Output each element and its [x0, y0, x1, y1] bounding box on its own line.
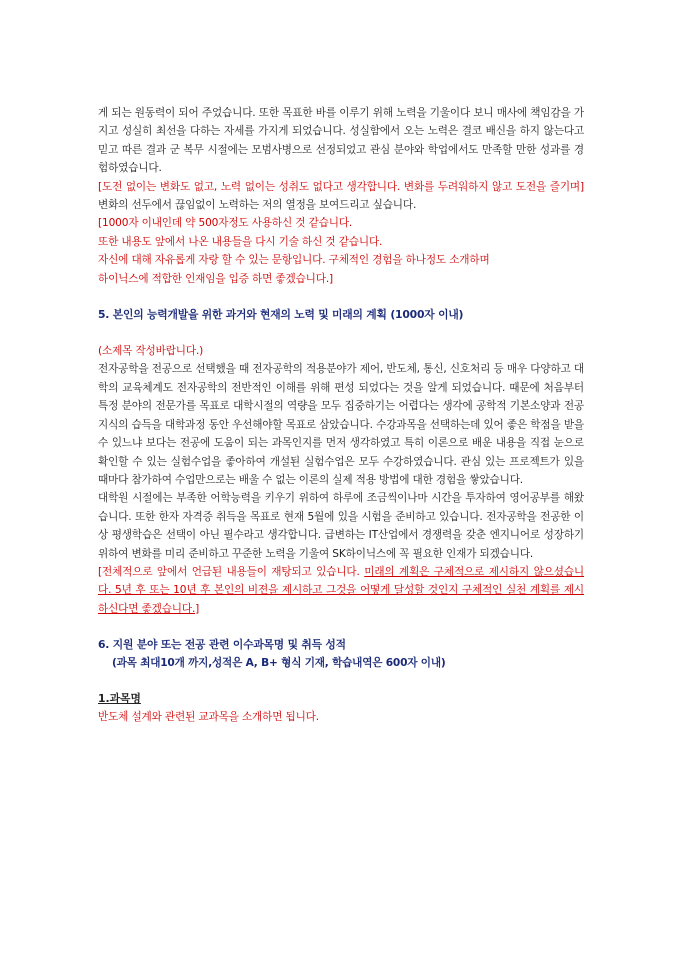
spacer [98, 618, 584, 636]
section4-feedback-line-1: [1000자 이내인데 약 500자정도 사용하신 것 같습니다. [98, 217, 353, 230]
section5-subtitle-note: (소제목 작성바랍니다.) [98, 345, 204, 358]
spacer [98, 324, 584, 342]
document-page [98, 104, 584, 727]
section4-closing-paragraph [98, 178, 584, 215]
section4-feedback-line-2: 또한 내용도 앞에서 나온 내용들을 다시 기술 하신 것 같습니다. [98, 235, 383, 248]
spacer [98, 288, 584, 306]
section5-feedback [98, 563, 584, 618]
section5-paragraph-2: 대학원 시절에는 부족한 어학능력을 키우기 위하여 하루에 조금씩이나마 시간을 투자하여 영어공부를 해왔습니다. 또한 한자 자격증 취득을 목표로 현재 5월에 있을 시험을 준비하고 있습니다. 전자공학을 전공한 이상 평생학습은 선택이 아닌 필수라고 생각합니다. 급변하는 IT산업에서 경쟁력을 갖춘 엔지니어로 성장하기 위하여 변화를 미리 준비하고 꾸준한 노력을 기울여 SK하이닉스에 꼭 필요한 인재가 되겠습니다. [98, 492, 584, 560]
course-note: 반도체 설계와 관련된 교과목을 소개하면 됩니다. [98, 711, 319, 724]
section5-paragraph-1: 전자공학을 전공으로 선택했을 때 전자공학의 적용분야가 제어, 반도체, 통신, 신호처리 등 매우 다양하고 대학의 교육체계도 전자공학의 전반적인 이해를 위해 편성 되었다는 것을 알게 되었습니다. 때문에 처음부터 특정 분야의 전문가를 목표로 대학시절의 역량을 모두 집중하기는 어렵다는 생각에 공학적 기본소양과 전공지식의 습득을 대학과정 동안 우선해야할 목표로 삼았습니다. 수강과목을 선택하는데 있어 좋은 학점을 받을 수 있느냐 보다는 전공에 도움이 되는 과목인지를 먼저 생각하였고 특히 이론으로 배운 내용을 직접 눈으로 확인할 수 있는 실험수업을 좋아하여 개설된 실험수업은 모두 수강하였습니다. 관심 있는 프로젝트가 있을 때마다 참가하여 수업만으로는 배울 수 없는 이론의 실제 적용 방법에 대한 경험을 쌓았습니다. [98, 363, 584, 486]
section5-heading: 5. 본인의 능력개발을 위한 과거와 현재의 노력 및 미래의 계획 (1000자 이내) [98, 308, 464, 322]
section4-feedback-line-3: 자신에 대해 자유롭게 자랑 할 수 있는 문항입니다. 구체적인 경험을 하나정도 소개하며 [98, 254, 490, 267]
section4-feedback-line-4: 하이닉스에 적합한 인재임을 입증 하면 좋겠습니다.] [98, 272, 334, 285]
section4-closing-red: [도전 없이는 변화도 없고, 노력 없이는 성취도 없다고 생각합니다. 변화를 두려워하지 않고 도전을 즐기며] [98, 180, 584, 193]
course-title: 1.과목명 [98, 692, 141, 706]
section4-paragraph: 게 되는 원동력이 되어 주었습니다. 또한 목표한 바를 이루기 위해 노력을 기울이다 보니 매사에 책임감을 가지고 성실히 최선을 다하는 자세를 가지게 되었습니다. 성실함에서 오는 노력은 결코 배신을 하지 않는다고 믿고 따른 결과 군 복무 시절에는 모범사병으로 선정되었고 관심 분야와 학업에서도 만족할 만한 성과를 경험하였습니다. [98, 107, 584, 175]
section5-feedback-plain: [전체적으로 앞에서 언급된 내용들이 재탕되고 있습니다. [98, 565, 365, 578]
section6-subheading: (과목 최대10개 까지,성적은 A, B+ 형식 기재, 학습내역은 600자 이내) [112, 657, 446, 670]
section6-heading: 6. 지원 분야 또는 전공 관련 이수과목명 및 취득 성적 [98, 638, 346, 652]
section4-closing-black: 변화의 선두에서 끊임없이 노력하는 저의 열정을 보여드리고 싶습니다. [98, 199, 417, 212]
spacer [98, 672, 584, 690]
section5-feedback-underlined: 미래의 계획은 구체적으로 제시하지 않으셨습니다. 5년 후 또는 10년 후 본인의 비젼을 제시하고 그것을 어떻게 달성할 것인지 구체적인 실천 계획를 제시하신다면 좋겠습니다.] [98, 565, 584, 615]
